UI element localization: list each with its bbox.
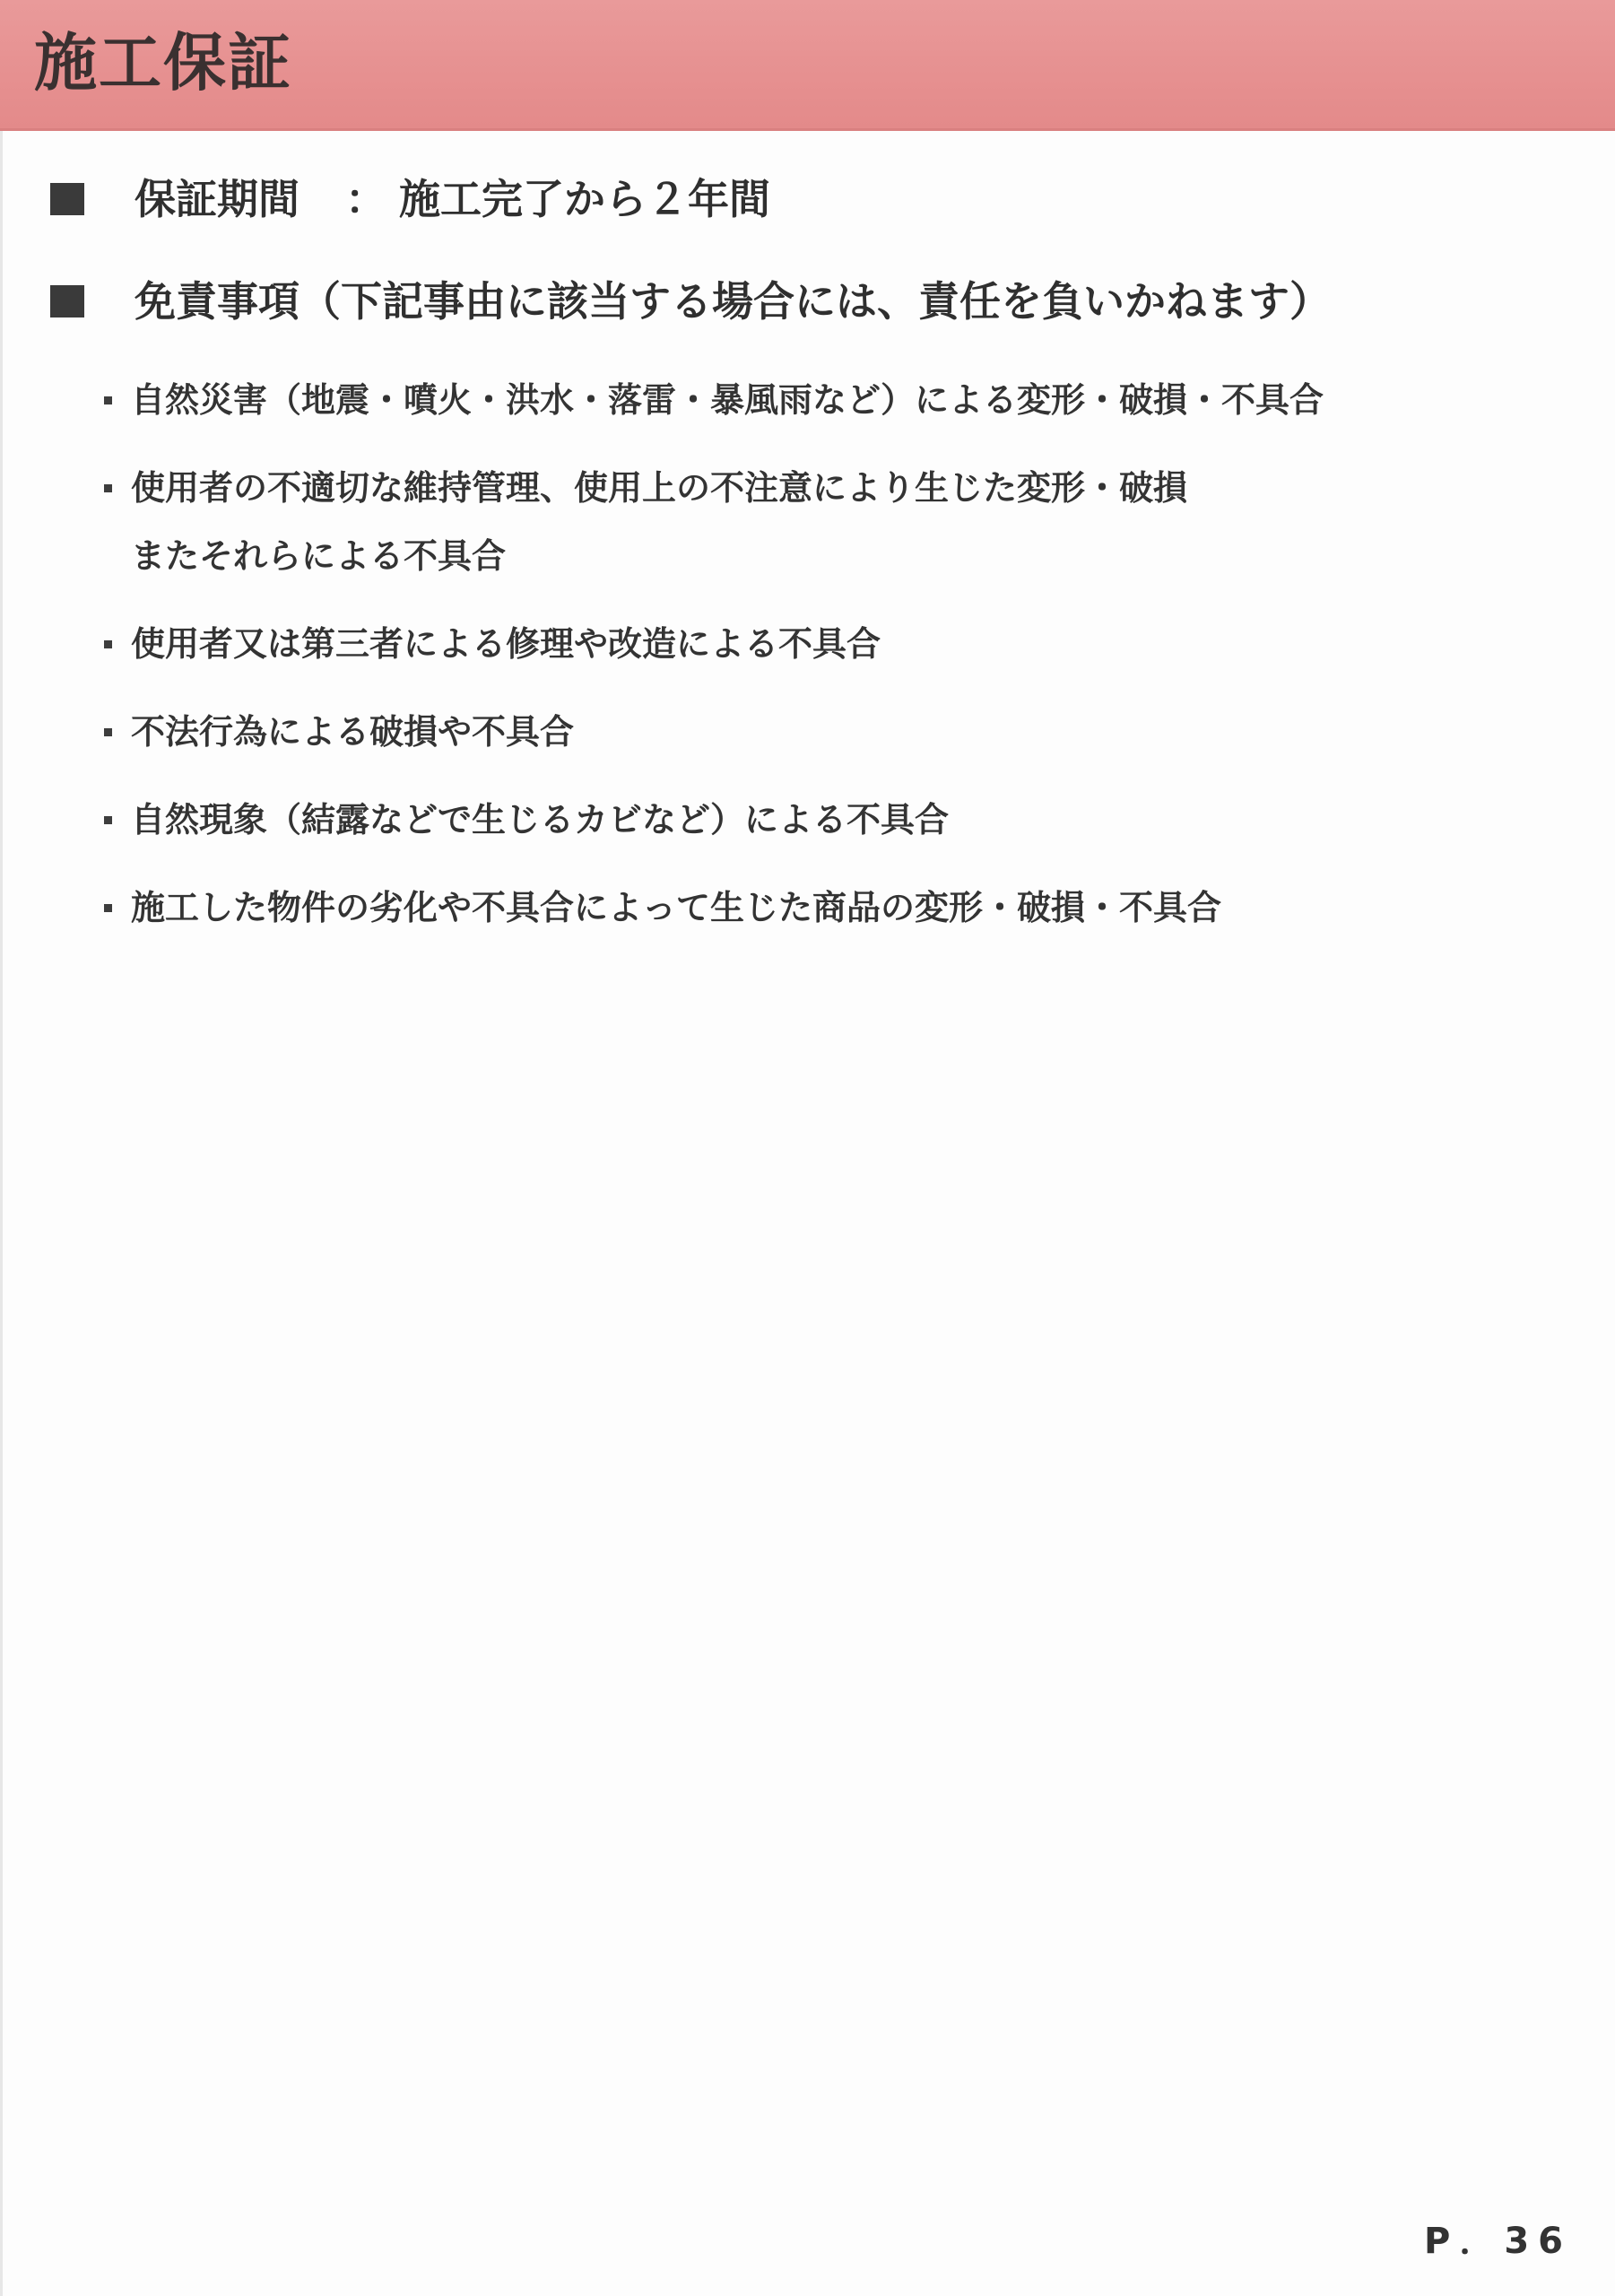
list-item-line: またそれらによる不具合 xyxy=(131,536,507,576)
bullet-dot-icon xyxy=(104,904,112,912)
list-item xyxy=(100,698,1571,766)
header-bar xyxy=(0,0,1615,131)
warranty-separator: ： xyxy=(345,175,386,223)
square-bullet-icon xyxy=(50,285,84,317)
list-item xyxy=(100,454,1571,590)
bullet-dot-icon xyxy=(104,396,112,404)
square-bullet-icon xyxy=(50,183,84,215)
list-item-line: 自然災害（地震・噴火・洪水・落雷・暴風雨など）による変形・破損・不具合 xyxy=(131,380,1324,420)
list-item-line: 不法行為による破損や不具合 xyxy=(131,712,575,752)
list-item xyxy=(100,874,1571,942)
bullet-dot-icon xyxy=(104,484,112,492)
list-item-line: 使用者の不適切な維持管理、使用上の不注意により生じた変形・破損 xyxy=(131,468,1188,508)
list-item xyxy=(100,610,1571,678)
warranty-line xyxy=(135,172,770,226)
exemption-list xyxy=(100,366,1571,961)
list-item-line: 施工した物件の劣化や不具合によって生じた商品の変形・破損・不具合 xyxy=(131,888,1222,927)
page-title: 施工保証 xyxy=(34,26,292,100)
page-number: P．36 xyxy=(1424,2221,1572,2262)
list-item xyxy=(100,786,1571,854)
page-edge xyxy=(0,131,3,2296)
warranty-value: 施工完了から２年間 xyxy=(399,175,770,223)
bullet-dot-icon xyxy=(104,816,112,824)
list-item xyxy=(100,366,1571,434)
exemptions-section xyxy=(0,274,1615,337)
bullet-dot-icon xyxy=(104,640,112,648)
exemptions-heading: 免責事項（下記事由に該当する場合には、責任を負いかねます） xyxy=(135,277,1331,326)
warranty-label: 保証期間 xyxy=(135,175,300,223)
bullet-dot-icon xyxy=(104,728,112,736)
warranty-section xyxy=(0,172,1615,235)
list-item-line: 自然現象（結露などで生じるカビなど）による不具合 xyxy=(131,800,950,839)
list-item-line: 使用者又は第三者による修理や改造による不具合 xyxy=(131,624,881,664)
